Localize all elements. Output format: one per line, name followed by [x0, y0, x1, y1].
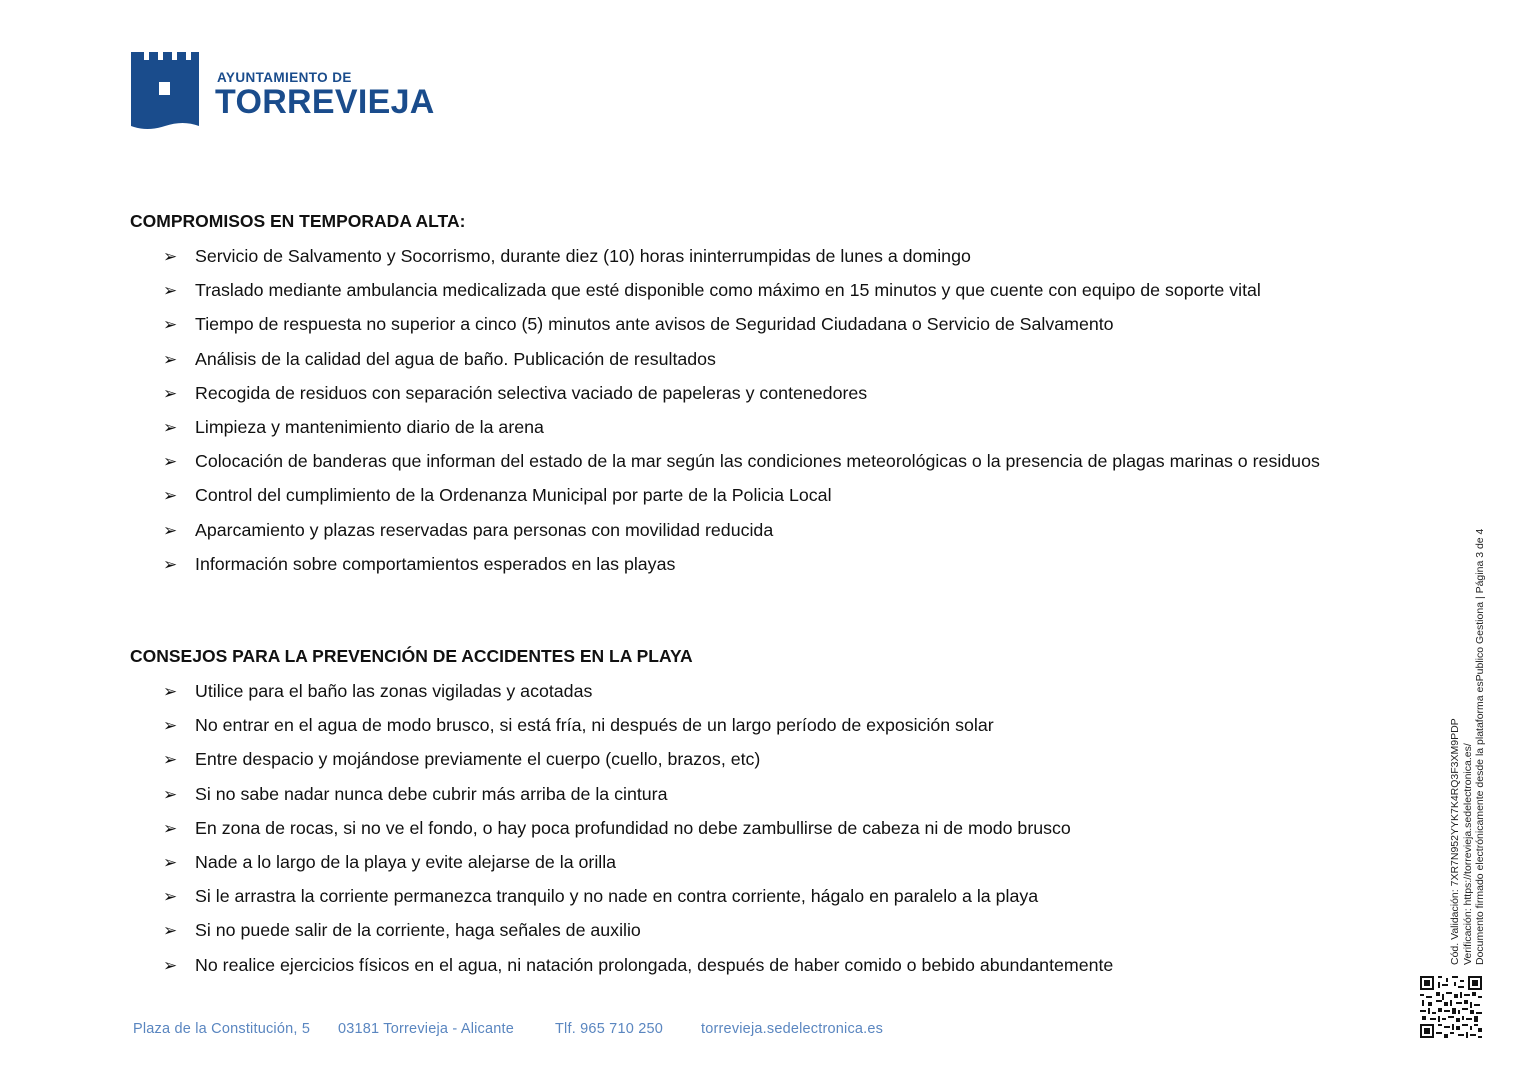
list-item-text: Control del cumplimiento de la Ordenanza Municipal por parte de la Policia Local [195, 485, 832, 506]
list-item [130, 416, 1420, 439]
list-item-text: Información sobre comportamientos esperados en las playas [195, 553, 676, 574]
signature-notice: Documento firmado electrónicamente desde la plataforma esPublico Gestiona | Página 3 de 4 [1474, 528, 1486, 965]
list-item [130, 954, 1420, 977]
list-item-text: Tiempo de respuesta no superior a cinco (5) minutos ante avisos de Seguridad Ciudadana o Servicio de Salvamento [195, 314, 1114, 335]
list-item-text: No entrar en el agua de modo brusco, si está fría, ni después de un largo período de exposición solar [195, 715, 994, 736]
list-item [130, 851, 1420, 874]
list-item-text: Recogida de residuos con separación selectiva vaciado de papeleras y contenedores [195, 382, 868, 403]
footer-address: Plaza de la Constitución, 5 [133, 1021, 311, 1037]
list-item [130, 313, 1420, 336]
list-item-text: Limpieza y mantenimiento diario de la arena [195, 416, 544, 437]
arrow-bullet-icon: ➢ [163, 486, 178, 506]
electronic-signature-validation [1449, 505, 1487, 965]
arrow-bullet-icon: ➢ [163, 887, 178, 907]
list-item [130, 680, 1420, 703]
arrow-bullet-icon: ➢ [163, 750, 178, 770]
list-item [130, 348, 1420, 371]
list-item-text: Aparcamiento y plazas reservadas para personas con movilidad reducida [195, 519, 774, 540]
logo-title: TORREVIEJA [215, 83, 435, 121]
arrow-bullet-icon: ➢ [163, 315, 178, 335]
arrow-bullet-icon: ➢ [163, 383, 178, 403]
list-item-text: Si no puede salir de la corriente, haga señales de auxilio [195, 920, 641, 941]
footer-phone: Tlf. 965 710 250 [555, 1021, 663, 1037]
list-item [130, 748, 1420, 771]
list-item [130, 919, 1420, 942]
list-item-text: Entre despacio y mojándose previamente el cuerpo (cuello, brazos, etc) [195, 749, 761, 770]
list-item [130, 279, 1420, 302]
list-item-text: Traslado mediante ambulancia medicalizada que esté disponible como máximo en 15 minutos y que cuente con equipo de soporte vital [195, 280, 1261, 301]
logo-subtitle: AYUNTAMIENTO DE [217, 70, 352, 85]
arrow-bullet-icon: ➢ [163, 716, 178, 736]
verification-url[interactable]: Verificación: https://torrevieja.sedelectronica.es/ [1461, 743, 1474, 965]
arrow-bullet-icon: ➢ [163, 452, 178, 472]
arrow-bullet-icon: ➢ [163, 818, 178, 838]
arrow-bullet-icon: ➢ [163, 349, 178, 369]
arrow-bullet-icon: ➢ [163, 921, 178, 941]
list-item [130, 519, 1420, 542]
list-item [130, 484, 1420, 507]
arrow-bullet-icon: ➢ [163, 682, 178, 701]
safety-tips-list [130, 680, 1420, 977]
section-commitments [130, 209, 1420, 587]
list-item-text: Utilice para el baño las zonas vigiladas y acotadas [195, 681, 593, 701]
list-item-text: Análisis de la calidad del agua de baño. Publicación de resultados [195, 348, 716, 369]
arrow-bullet-icon: ➢ [163, 281, 178, 301]
list-item-text: Servicio de Salvamento y Socorrismo, durante diez (10) horas ininterrumpidas de lunes a domingo [195, 246, 971, 266]
page-footer [0, 1021, 1532, 1043]
validation-code: Cód. Validación: 7XR7N952YYK7K4RQ3F3XM9PDP [1449, 718, 1461, 965]
arrow-bullet-icon: ➢ [163, 852, 178, 872]
footer-website-link[interactable]: torrevieja.sedelectronica.es [701, 1021, 884, 1037]
commitments-list [130, 245, 1420, 576]
footer-city: 03181 Torrevieja - Alicante [338, 1021, 515, 1037]
list-item-text: Si le arrastra la corriente permanezca tranquilo y no nade en contra corriente, hágalo en paralelo a la playa [195, 886, 1039, 907]
section-title: COMPROMISOS EN TEMPORADA ALTA: [130, 211, 466, 231]
list-item [130, 783, 1420, 806]
castle-tower-icon [131, 52, 199, 134]
section-safety-tips [130, 644, 1420, 988]
list-item [130, 450, 1420, 473]
list-item-text: No realice ejercicios físicos en el agua, ni natación prolongada, después de haber comido o bebido abundantemente [195, 954, 1114, 975]
list-item-text: Nade a lo largo de la playa y evite alejarse de la orilla [195, 851, 617, 872]
municipality-logo [131, 52, 435, 136]
arrow-bullet-icon: ➢ [163, 417, 178, 437]
arrow-bullet-icon: ➢ [163, 520, 178, 540]
list-item [130, 245, 1420, 268]
list-item [130, 885, 1420, 908]
section-title: CONSEJOS PARA LA PREVENCIÓN DE ACCIDENTES EN LA PLAYA [130, 646, 693, 666]
list-item [130, 553, 1420, 576]
list-item-text: En zona de rocas, si no ve el fondo, o hay poca profundidad no debe zambullirse de cabeza ni de modo brusco [195, 817, 1071, 838]
arrow-bullet-icon: ➢ [163, 247, 178, 266]
arrow-bullet-icon: ➢ [163, 955, 178, 975]
arrow-bullet-icon: ➢ [163, 784, 178, 804]
arrow-bullet-icon: ➢ [163, 554, 178, 574]
list-item-text: Colocación de banderas que informan del estado de la mar según las condiciones meteorológicas o la presencia de plagas marinas o residuos [195, 451, 1320, 472]
list-item [130, 714, 1420, 737]
list-item [130, 817, 1420, 840]
list-item-text: Si no sabe nadar nunca debe cubrir más arriba de la cintura [195, 783, 668, 804]
list-item [130, 382, 1420, 405]
